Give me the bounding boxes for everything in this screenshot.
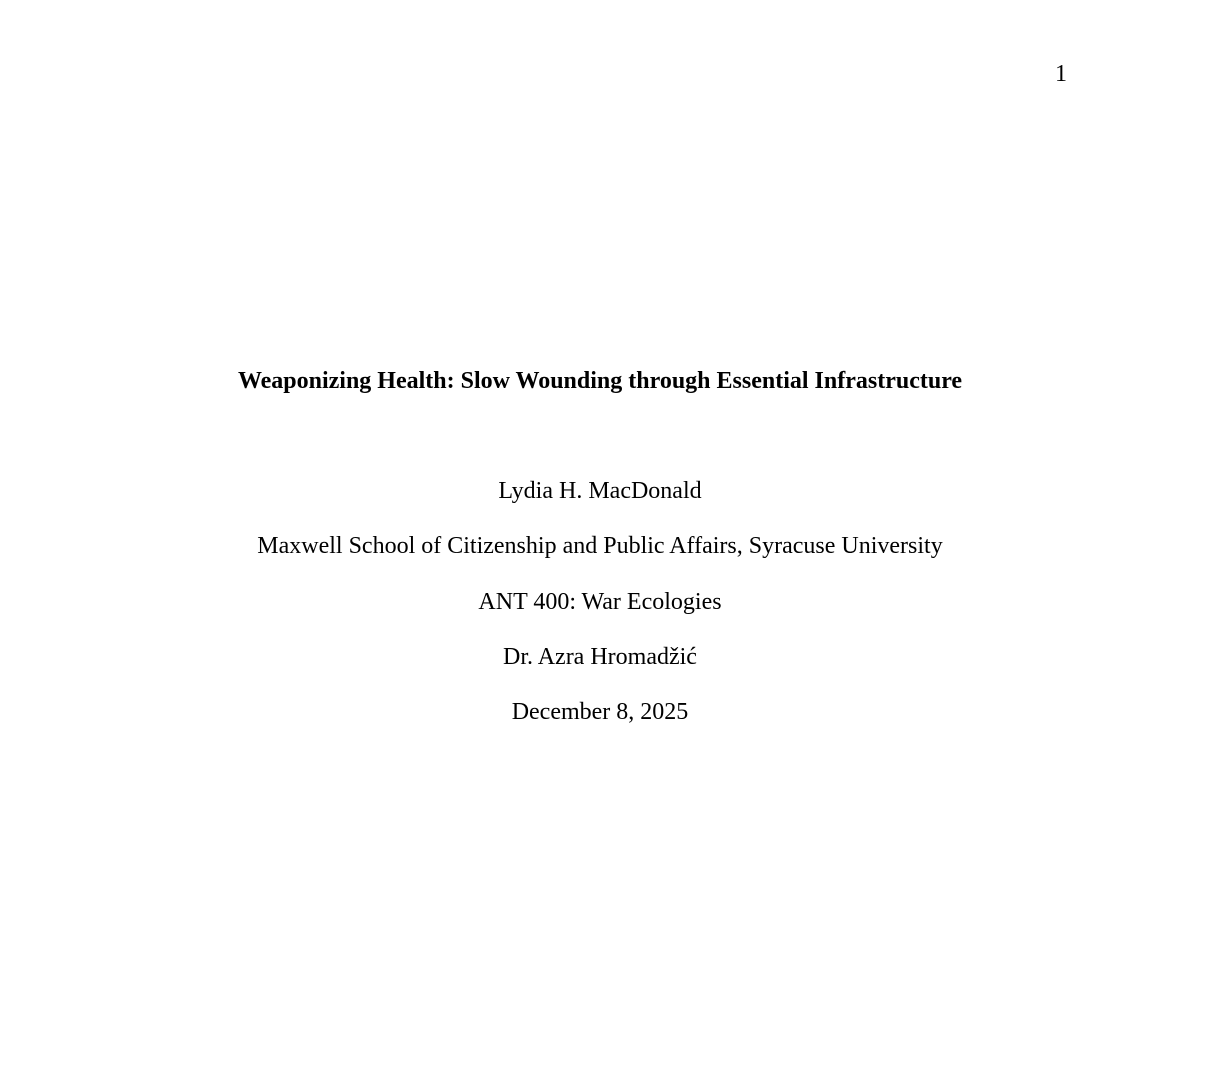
paper-title: Weaponizing Health: Slow Wounding through Essential Infrastructure	[237, 368, 963, 394]
affiliation: Maxwell School of Citizenship and Public Affairs, Syracuse University	[257, 533, 943, 560]
course-name: ANT 400: War Ecologies	[478, 588, 722, 615]
title-page-details	[0, 476, 1200, 752]
author-name: Lydia H. MacDonald	[498, 478, 702, 504]
instructor-name: Dr. Azra Hromadžić	[503, 643, 697, 670]
page-number: 1	[1055, 61, 1067, 87]
submission-date: December 8, 2025	[511, 699, 689, 725]
